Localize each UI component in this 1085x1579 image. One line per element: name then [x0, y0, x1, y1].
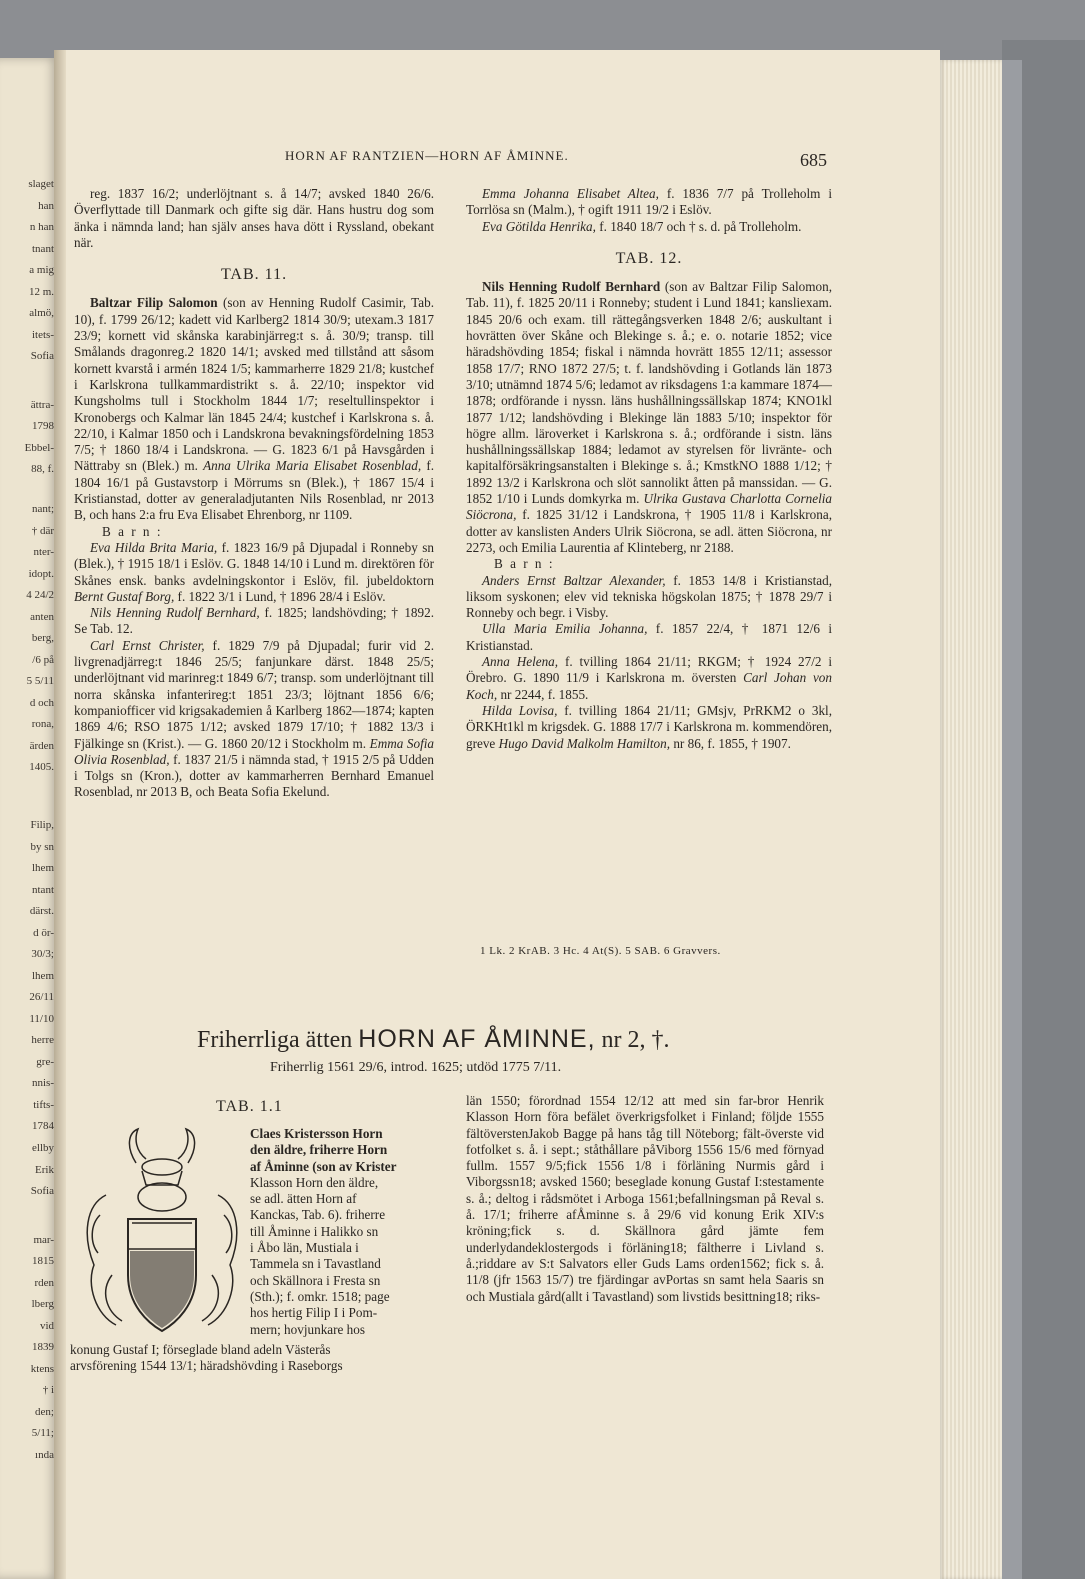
margin-fragment: 26/11 [29, 991, 54, 1004]
text-line: arvsförening 1544 13/1; häradshövding i Raseborgs [70, 1358, 343, 1374]
wife-name: Anna Ulrika Maria Elisabet Rosenblad, [203, 458, 422, 474]
text-line: län 1550; förordnad 1554 12/12 att med sin far- [466, 1093, 758, 1108]
margin-fragment: därst. [29, 905, 54, 918]
text-line: klostergods i förläning18; fältherre i Livland s. å.; [466, 1239, 824, 1271]
text-line: i Åbo län, Mustiala i [250, 1240, 359, 1256]
margin-fragment: 4 24/2 [26, 589, 54, 602]
claes-paragraph-below-crest [70, 1342, 432, 1375]
margin-fragment: 11/10 [29, 1012, 54, 1025]
margin-fragment: almö, [29, 307, 54, 320]
child-text: f. 1825; landshövding; † 1892. Se Tab. 12. [74, 605, 434, 637]
child-entry [74, 540, 434, 605]
text-line: sn18; avsked 1560; beseglade konung Gustaf I:s [507, 1174, 768, 1190]
child-name: Emma Sofia Olivia Rosenblad, [74, 735, 435, 767]
child-name: Ulla Maria Emilia Johanna, [482, 621, 648, 637]
margin-fragment: anten [30, 610, 54, 623]
margin-fragment: n han [29, 221, 54, 234]
child-text: f. 1840 18/7 och † s. d. på Trolleholm. [599, 218, 802, 234]
text-line: krigsfolket i Finland; följde 1555 fältöversten [466, 1109, 824, 1141]
children-label: B a r n : [102, 523, 163, 539]
book-cover-edge [1002, 60, 1022, 1579]
wife-name: Ulrika Gustava Charlotta Cornelia Siöcrona, [466, 491, 833, 523]
text-line: fick 1556 1/8 i förläning Nurmis gård i Viborgs [466, 1158, 824, 1190]
text-line: Tammela sn i Tavastland [250, 1256, 381, 1272]
child-entry [466, 703, 832, 752]
margin-fragment: 12 m. [28, 285, 54, 298]
margin-fragment: ında [35, 1448, 54, 1461]
child-text: f. 1823 16/9 på Djupadal i Ronneby sn (Blek.), † 1915 18/1 i Eslöv. G. 1848 14/10 i Lund m. direktören för Skånes ensk. banks avdelningskontor i Eslöv, fil. jubeldoktorn [74, 539, 434, 588]
footnotes: 1 Lk. 2 KrAB. 3 Hc. 4 At(S). 5 SAB. 6 Gravvers. [480, 945, 721, 957]
text-line: Claes Kristersson Horn [250, 1126, 383, 1141]
child-text: nr 2244, f. 1855. [500, 686, 589, 702]
child-name: Anna Helena, [482, 654, 559, 670]
right-intro-paragraph [466, 219, 832, 235]
family-title-prefix: Friherrliga ätten [197, 1027, 353, 1053]
margin-fragment: d ör- [33, 926, 54, 939]
margin-fragment: mar- [33, 1233, 54, 1246]
text-line: af Åminne (son av Krister [250, 1158, 397, 1174]
text-line: konung Gustaf I; förseglade bland adeln Västerås [70, 1342, 331, 1357]
claes-paragraph-right [466, 1093, 824, 1305]
child-name: Carl Johan von Koch, [466, 670, 832, 702]
page-number: 685 [800, 150, 827, 170]
margin-fragment: d och [29, 696, 54, 709]
text-line: se adl. ätten Horn af [250, 1191, 357, 1207]
margin-fragment: 1784 [32, 1120, 54, 1133]
margin-fragment: ellby [32, 1142, 54, 1154]
margin-fragment: idopt. [28, 567, 54, 580]
margin-fragment: gre- [36, 1055, 54, 1068]
person-name: Baltzar Filip Salomon [90, 295, 218, 311]
margin-fragment: /6 på [32, 653, 54, 666]
person-paragraph [74, 295, 434, 523]
margin-fragment: ärden [29, 739, 54, 752]
margin-fragment: a mig [29, 264, 54, 277]
text-line: bror Henrik Klasson Horn föra befälet över [466, 1093, 824, 1125]
child-name: Eva Hilda Brita Maria, [90, 539, 218, 555]
family-subtitle: Friherrlig 1561 29/6, introd. 1625; utdöd 1775 7/11. [270, 1060, 562, 1075]
margin-fragment: lberg [31, 1298, 54, 1311]
child-text: f. 1822 3/1 i Lund, † 1896 28/4 i Eslöv. [177, 588, 386, 604]
book-gutter [54, 50, 66, 1579]
margin-fragment: 1815 [32, 1255, 54, 1268]
text-line: (allt i Tavastland) som livstids besittning18; riks- [561, 1288, 821, 1304]
child-entry [74, 605, 434, 638]
child-name: Hilda Lovisa, [482, 702, 558, 718]
wife-text: f. 1825 31/12 i Landskrona, † 1905 11/8 i Karlskrona, dotter av kanslisten Anders Ulrik Siöcrona, se adl. ätten Siöcrona, nr 2273, och Emilia Laurentia af Klinteberg, nr 2188. [466, 507, 832, 555]
child-name: Carl Ernst Christer, [90, 637, 205, 653]
margin-fragment: Ebbel- [24, 441, 54, 454]
child-text: nr 86, f. 1855, † 1907. [673, 735, 791, 751]
left-page-fragment [0, 58, 60, 1579]
margin-fragment: nnis- [32, 1077, 54, 1090]
coat-of-arms-icon [76, 1125, 248, 1345]
margin-fragment: 1839 [32, 1341, 54, 1354]
text-line: befallningsman på Reval s. å. 17/1; friherre af [466, 1190, 824, 1223]
text-line: riddare av S:t Salvators eller Guds Lams orden [478, 1255, 740, 1271]
child-entry [466, 654, 832, 703]
margin-fragment: Filip, [30, 819, 54, 832]
right-column [466, 186, 832, 752]
text-line: testamente s. å.; deltog i rådsmötet i Arboga 1561; [466, 1174, 824, 1206]
margin-fragment: ntant [32, 883, 54, 896]
text-line: Jakob Bagge på hans tåg till Nöteborg; fält- [528, 1125, 765, 1141]
text-line: 1562; fick s. å. 11/8 (jfr 1563 15/7) tre fjärdingar av [466, 1255, 824, 1288]
family-title-suffix: nr 2, †. [601, 1027, 670, 1053]
text-line: den äldre, friherre Horn [250, 1142, 388, 1158]
wife-text: f. 1804 16/1 på Gustavstorp i Mörrums sn (Blek.), † 1867 15/4 i Kristianstad, dotter av generaladjutanten Nils Rosenblad, nr 2013 B, och hans 2:a fru Eva Elisabet Ehrenborg, nr 1109. [74, 458, 435, 523]
margin-fragment: 1405. [29, 761, 54, 774]
margin-fragment: nter- [33, 546, 54, 559]
text-line: hos hertig Filip I i Pom- [250, 1305, 378, 1321]
child-name: Anders Ernst Baltzar Alexander, [482, 572, 666, 588]
child-text: f. 1857 22/4, † 1871 12/6 i Kristianstad. [466, 621, 832, 653]
margin-fragment: Erik [35, 1163, 54, 1176]
margin-fragment: † i [42, 1384, 54, 1397]
child-entry [466, 621, 832, 654]
margin-fragment: 88, f. [31, 463, 54, 476]
margin-fragment: tnant [32, 242, 54, 255]
family-title-name: HORN AF ÅMINNE, [358, 1025, 596, 1053]
margin-fragment: 30/3; [31, 948, 54, 961]
text-line: och Skällnora i Fresta sn [250, 1272, 381, 1288]
text-line: överste vid fotfolket s. å. i sept.; ståthållare på [466, 1125, 824, 1157]
child-text: f. 1853 14/8 i Kristianstad, liksom syskonen; elev vid tekniska högskolan 1875; † 1878 29/7 i Ronneby och begr. i Visby. [466, 572, 833, 621]
person-text: (son av Baltzar Filip Salomon, Tab. 11), f. 1825 20/11 i Ronneby; student i Lund 1841; kansliexam. 1845 20/6 och exam. till rättegångsverken 1848 2/6; auskultant i hovrätten över Skåne och Blekinge s. å.; e. o. notarie 1852; vice häradshövding 1854; fiskal i nämnda hovrätt 1855 12/11; assessor 1858 17/7; RNO 1872 27/5; t. f. landshövding i Gotlands län 1873 3/10; utnämnd 1874 5/6; ledamot av riksdagens 1:a kammare 1874—1878; ordförande i nyssn. läns hushållningssällskap 1874; KNO1kl 1877 1/12; landshövding i Blekinge län 1883 5/10; inspektor för högre allm. läroverket i Karlskrona s. å.; ordförande i sistn. läns hushållningssällskap 1884; ledamot av styrelsen för livränte- och kapitalförsäkringsanstalten i Blekinge s. å.; KmstkNO 1888 1/12; † 1892 13/2 i Karlskrona och slöt sannolikt åtten på manssidan. — G. 1852 1/10 i Lunds domkyrka m. [466, 279, 832, 507]
margin-fragment: Sofia [30, 350, 54, 363]
child-name: Bernt Gustaf Borg, [74, 588, 175, 604]
margin-fragment: slaget [28, 178, 54, 190]
text-line: mern; hovjunkare hos [250, 1321, 365, 1337]
left-column [74, 186, 434, 801]
text-line: fick s. d. Skällnora gård jämte fem underlydande [466, 1223, 824, 1255]
margin-fragment: 5 5/11 [26, 675, 54, 688]
margin-fragment: herre [31, 1034, 54, 1047]
tab-heading: TAB. 1.1 [216, 1098, 283, 1115]
margin-fragment: nant; [32, 503, 54, 516]
child-entry [74, 638, 434, 801]
text-line: Portas sn samt hela Saaris sn och Mustiala gård [466, 1272, 824, 1304]
text-line: (Sth.); f. omkr. 1518; page [250, 1288, 390, 1304]
margin-fragment: ättra- [30, 398, 54, 411]
child-name: Eva Götilda Henrika, [482, 218, 596, 234]
margin-fragment: rona, [31, 718, 54, 731]
text-line: till Åminne i Halikko sn [250, 1223, 379, 1239]
margin-fragment: den; [35, 1405, 54, 1418]
margin-fragment: rden [34, 1276, 54, 1289]
child-name: Emma Johanna Elisabet Altea, [482, 186, 659, 201]
margin-fragment: 1798 [32, 420, 54, 433]
child-text: f. 1836 7/7 på Trolleholm i Torrlösa sn (Malm.), † ogift 1911 19/2 i Eslöv. [466, 186, 833, 218]
person-name: Nils Henning Rudolf Bernhard [482, 279, 661, 295]
text-line: Klasson Horn den äldre, [250, 1174, 379, 1190]
child-text: f. 1829 7/9 på Djupadal; furir vid 2. livgrenadjärreg:t 1846 25/5; fanjunkare därst. 1848 25/5; underlöjtnant vid marinreg:t 1849 6/7; transp. som underlöjtnant till norra skånska infanterireg:t 1851 23/3; löjtnant 1856 6/6; kompaniofficer vid krigsakademien å Karlberg 1862—1874; kapten 1869 4/6; RSO 1875 1/12; avsked 1879 17/10; † 1882 13/3 i Fjälkinge sn (Krist.). — G. 1860 20/12 i Stockholm m. [74, 637, 434, 751]
text-line: Åminne s. å 29/6 vid konung Erik XIV:s kröning; [466, 1207, 824, 1239]
left-intro-paragraph: reg. 1837 16/2; underlöjtnant s. å 14/7; avsked 1840 26/6. Överflyttade till Danmark och gifte sig där. Hans hustru dog som änka i nämnda land; han själv anses hava dött i Ryssland, obekant när. [74, 186, 434, 250]
page-edges [940, 60, 1002, 1579]
child-text: f. 1837 21/5 i nämnda stad, † 1915 2/5 på Udden i Tolgs sn (Kron.), dotter av kammarherren Bernhard Emanuel Rosenblad, nr 2013 B, och Beata Sofia Ekelund. [74, 751, 434, 800]
margin-fragment: 5/11; [31, 1427, 54, 1440]
margin-fragment: han [38, 199, 54, 212]
margin-fragment: vid [39, 1319, 54, 1332]
child-text: f. tvilling 1864 21/11; RKGM; † 1924 27/2 i Örebro. G. 1890 11/9 i Karlskrona m. översten [466, 654, 832, 686]
text-line: Viborg 1556 15/6 med förnyad fullm. 1557 9/5; [466, 1141, 824, 1174]
child-entry [466, 573, 832, 622]
child-text: f. tvilling 1864 21/11; GMsjv, PrRKM2 o 3kl, ÖRKHt1kl m krigsdek. G. 1888 17/7 i Karlskrona m. kommendören, greve [466, 702, 832, 751]
margin-fragment: lhem [32, 969, 54, 982]
margin-fragment: ktens [30, 1362, 54, 1375]
tab-heading: TAB. 12. [615, 249, 683, 267]
running-head: HORN AF RANTZIEN—HORN AF ÅMINNE. [285, 148, 569, 163]
children-label: B a r n : [494, 556, 555, 572]
tab-heading: TAB. 11. [220, 266, 288, 284]
margin-fragment: berg, [31, 632, 54, 645]
person-paragraph [466, 279, 832, 556]
margin-fragment: tifts- [33, 1098, 54, 1111]
margin-fragment: lhem [32, 862, 54, 875]
text-line: Kanckas, Tab. 6). friherre [250, 1207, 386, 1223]
margin-fragment: † där [31, 524, 54, 537]
margin-fragment: Sofia [30, 1185, 54, 1198]
child-name: Hugo David Malkolm Hamilton, [498, 735, 671, 751]
child-name: Nils Henning Rudolf Bernhard, [90, 605, 260, 621]
margin-fragment: by sn [30, 840, 54, 853]
family-title [197, 1025, 670, 1054]
claes-paragraph-beside-crest [250, 1126, 430, 1338]
margin-fragment: itets- [32, 328, 54, 341]
right-intro-paragraph [466, 186, 832, 219]
person-text: (son av Henning Rudolf Casimir, Tab. 10), f. 1799 26/12; kadett vid Karlberg2 1814 30/9; utexam.3 1817 23/9; kornett vid skånska karabinjärreg:t s. å. 30/9; transp. till Smålands dragonreg.2 1820 14/1; avsked med tillstånd att såsom kornett kvarstå i armén 1824 1/5; kammarherre 1829 21/8; kustchef i Karlskrona tullkammardistrikt s. å. 22/10; inspektor vid Kungsholms tull i Stockholm 1844 1/7; reseltullinspektor i Kronobergs och Kalmar län 1845 24/4; kustchef i Karlskrona s. å. 22/10, i Kalmar 1850 och i Landskrona bevakningsfördelning 1853 7/5; † 1860 18/4 i Landskrona. — G. 1823 6/1 på Havsgården i Nättraby sn (Blek.) m. [74, 295, 434, 474]
